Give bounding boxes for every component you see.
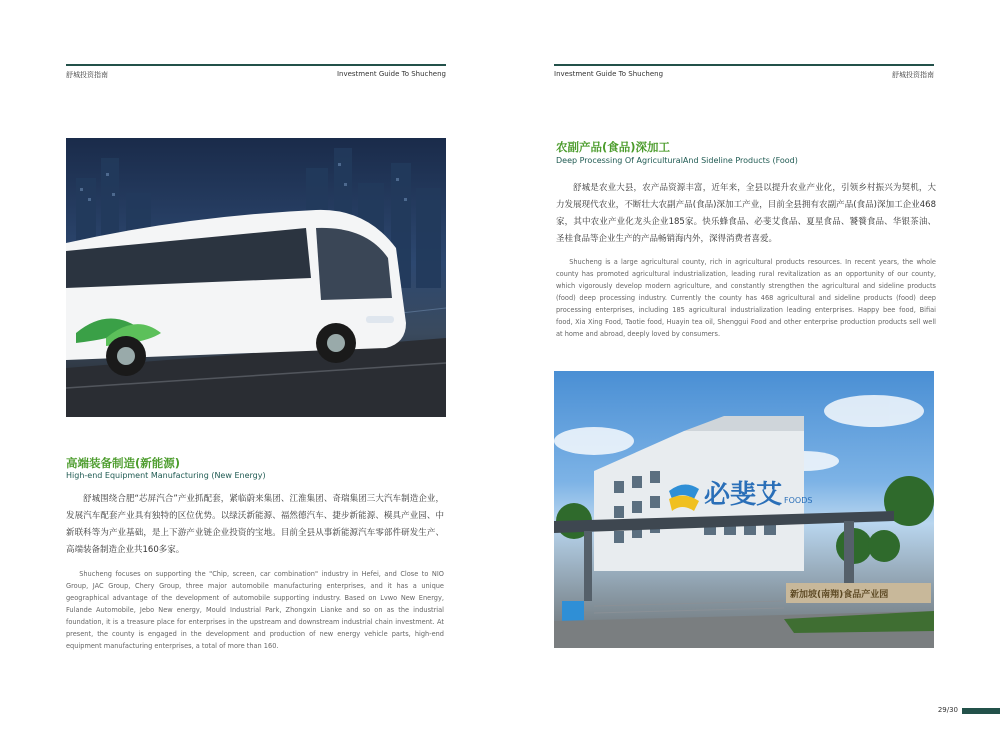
paragraph-cn: 舒城是农业大县，农产品资源丰富，近年来，全县以提升农业产业化，引领乡村振兴为契机，大力发展现代农业，不断壮大农副产品(食品)深加工产业，目前全县拥有农副产品(食品)深加工企业468家，其中农业产业化龙头企业185家。快乐蜂食品、必斐艾食品、夏星食品、饕餮食品、华银茶油、圣桂食品等企业生产的产品畅销海内外，深得消费者喜爱。 [556,183,936,244]
paragraph-en: Shucheng focuses on supporting the "Chip, screen, car combination" industry in Hefei, and Close to NIO Group, JAC Group, Chery Group, three major automobile manufacturing enterprises, and it has a unique geographical advantage of the development of automobile supporting industry. Based on Lvwo New Energy, Fulande Automobile, Jebo New energy, Mould Industrial Park, Zhongxin Lianke and so on as the industrial foundation, it is a treasure place for enterprises in the upstream and downstream industrial chain investment. At present, the county is engaged in the development and production of new energy vehicle parts, high-end equipment manufacturing enterprises, a total of more than 160. [66,570,444,650]
company-sign-text: 必斐艾 [704,480,783,510]
paragraph-cn: 舒城围绕合肥“芯屏汽合”产业抓配套，紧临蔚来集团、江淮集团、奇瑞集团三大汽车制造企业，发展汽车配套产业具有独特的区位优势。以绿沃新能源、福然德汽车、捷步新能源、模具产业园、中新联科等为产业基础，是上下游产业链企业投资的宝地。目前全县从事新能源汽车零部件研发生产、高端装备制造企业共160多家。 [66,494,444,555]
factory-photo [554,371,934,648]
gate-inscription: 新加坡(南翔)食品产业园 [790,590,889,600]
header-title-cn: 舒城投资指南 [892,71,934,79]
right-page [500,0,1000,747]
header-title-cn: 舒城投资指南 [66,71,108,79]
factory-illustration [554,371,934,648]
header-rule [66,64,446,66]
bus-photo [66,138,446,417]
section-title-en: High-end Equipment Manufacturing (New Energy) [66,471,266,480]
section-title-cn: 农副产品(食品)深加工 [556,140,671,154]
company-sign-sub: FOODS [784,496,813,505]
section-title-en: Deep Processing Of AgriculturalAnd Sideline Products (Food) [556,156,798,165]
section-title-cn: 高端装备制造(新能源) [66,456,181,470]
header-title-en: Investment Guide To Shucheng [336,70,446,78]
paragraph-en: Shucheng is a large agricultural county, rich in agricultural products resources. In recent years, the whole county has promoted agricultural industrialization, leading rural revitalization as an opportunity of our county, which vigorously develop modern agriculture, and constantly strengthen the agricultural and sideline products (food) deep processing industry. Currently the county has 468 agricultural and sideline products (food) deep processing enterprises, including 185 agricultural industrialization leading enterprises. Happy bee food, Bifiai food, Xia Xing Food, Taotie food, Huayin tea oil, Shenggui Food and other enterprise production products sell well at home and abroad, deeply loved by consumers. [556,258,936,338]
page-number: 29/30 [937,706,958,714]
header-title-en: Investment Guide To Shucheng [554,70,664,78]
bus-illustration [66,138,446,417]
header-rule [554,64,934,66]
page-number-bar [962,708,1000,714]
